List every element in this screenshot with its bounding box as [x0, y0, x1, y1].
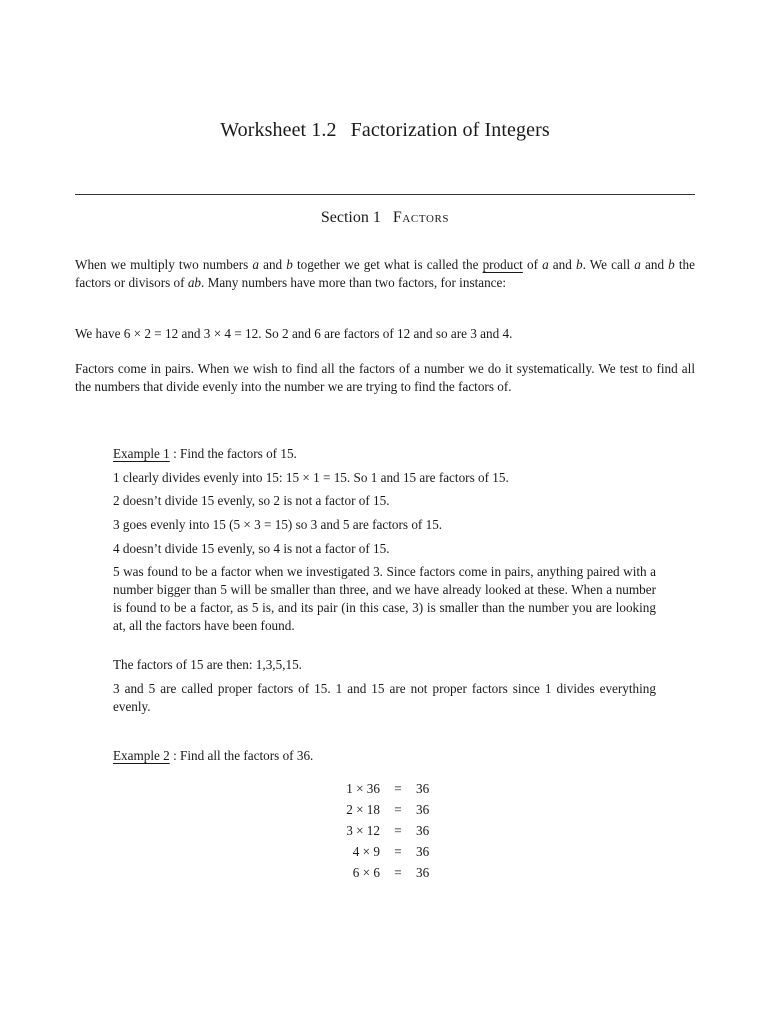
- equation-row: 3 × 12 = 36: [346, 823, 430, 838]
- section-divider: [75, 194, 695, 195]
- intro-paragraph-3: Factors come in pairs. When we wish to find all the factors of a number we do it systematically. We test to find all the numbers that divide evenly into the number we are trying to find the factors of.: [75, 361, 695, 394]
- equation-row: 6 × 6 = 36: [352, 865, 430, 880]
- section-name: Factors: [392, 209, 450, 226]
- equation-row: 2 × 18 = 36: [346, 802, 430, 817]
- equation-row: 4 × 9 = 36: [352, 844, 430, 859]
- example-1-line: 1 clearly divides evenly into 15: 15 × 1 = 15. So 1 and 15 are factors of 15.: [113, 470, 509, 485]
- example-1-line: 4 doesn’t divide 15 evenly, so 4 is not a factor of 15.: [113, 541, 390, 556]
- variable-a: a: [252, 257, 259, 272]
- variable-ab: ab: [187, 275, 201, 290]
- worksheet-title: Factorization of Integers: [350, 119, 550, 141]
- example-1-line: 3 goes evenly into 15 (5 × 3 = 15) so 3 and 5 are factors of 15.: [113, 517, 443, 532]
- intro-paragraph-1: When we multiply two numbers a and b together we get what is called the product of a and b. We call a and b the factors or divisors of ab. Many numbers have more than two factors, for instance:: [75, 257, 695, 290]
- section-heading: [0, 209, 770, 227]
- equation-row: 1 × 36 = 36: [346, 781, 430, 796]
- factor-pairs-table: [320, 778, 456, 883]
- example-2-prompt: : Find all the factors of 36.: [169, 748, 314, 763]
- example-1-label: Example 1: [113, 446, 170, 461]
- variable-b: b: [286, 257, 293, 272]
- example-2-heading: [113, 747, 656, 765]
- page-title: [0, 119, 770, 142]
- example-1-line: 2 doesn’t divide 15 evenly, so 2 is not a factor of 15.: [113, 493, 390, 508]
- example-1-line: The factors of 15 are then: 1,3,5,15.: [113, 657, 302, 672]
- section-number: Section 1: [320, 209, 381, 226]
- example-1-line: 5 was found to be a factor when we investigated 3. Since factors come in pairs, anything paired with a number bigger than 5 will be smaller than three, and we have already looked at these. When a number is found to be a factor, as 5 is, and its pair (in this case, 3) is smaller than the number you are looking at, all the factors have been found.: [113, 564, 656, 633]
- example-1-heading: [113, 445, 656, 463]
- worksheet-number: Worksheet 1.2: [220, 119, 337, 141]
- intro-paragraph-2: We have 6 × 2 = 12 and 3 × 4 = 12. So 2 and 6 are factors of 12 and so are 3 and 4.: [75, 326, 513, 341]
- example-1-prompt: : Find the factors of 15.: [169, 446, 297, 461]
- example-1-line: 3 and 5 are called proper factors of 15. 1 and 15 are not proper factors since 1 divides everything evenly.: [113, 681, 656, 714]
- example-2-label: Example 2: [113, 748, 170, 763]
- product-term: product: [482, 257, 523, 272]
